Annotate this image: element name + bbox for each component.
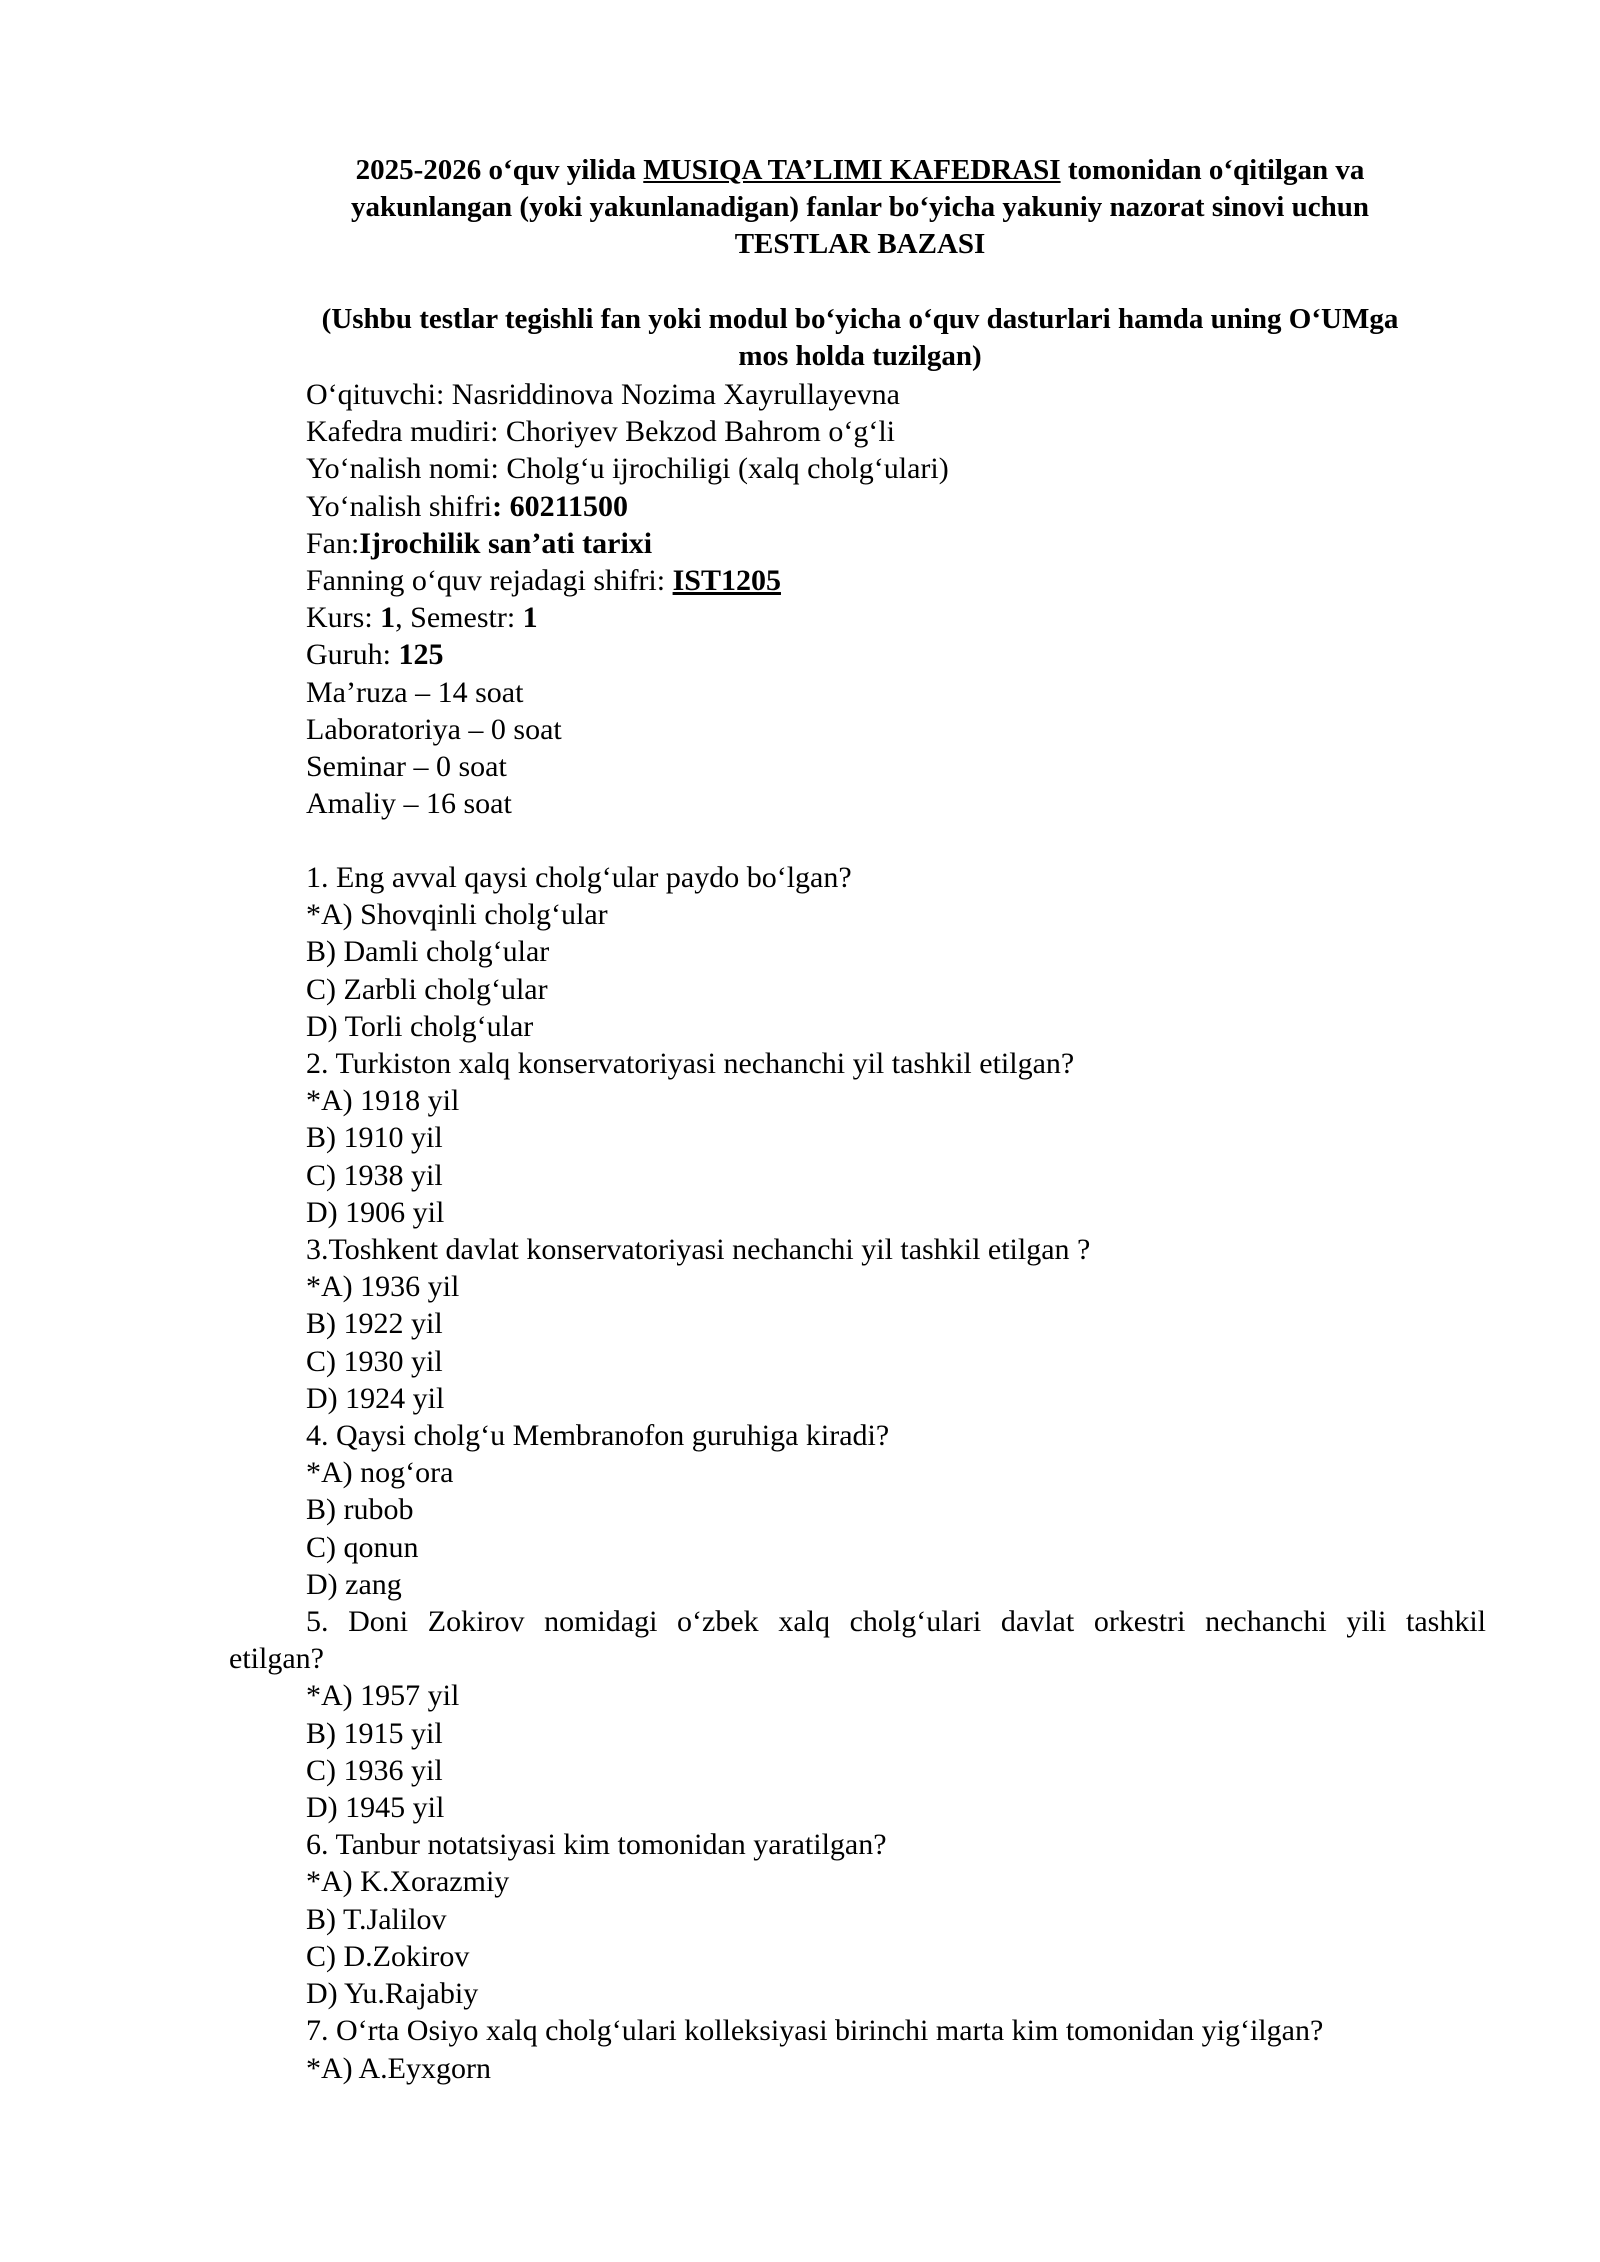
lecture-hours: Ma’ruza – 14 soat [306, 675, 524, 709]
question-text: 4. Qaysi cholg‘u Membranofon guruhiga kiradi? [306, 1419, 890, 1453]
direction-code-label: Yo‘nalish shifri [306, 489, 493, 523]
answer-option: *A) 1918 yil [306, 1084, 460, 1118]
answer-option: C) 1938 yil [306, 1158, 443, 1192]
group-label: Guruh: [306, 638, 399, 672]
practical-hours: Amaliy – 16 soat [306, 787, 512, 821]
teacher-line: O‘qituvchi: Nasriddinova Nozima Xayrullayevna [306, 378, 900, 411]
question-text: 6. Tanbur notatsiyasi kim tomonidan yaratilgan? [306, 1828, 887, 1862]
answer-option: B) Damli cholg‘ular [306, 935, 550, 969]
answer-option: C) 1936 yil [306, 1753, 443, 1787]
answer-option: *A) 1936 yil [306, 1270, 460, 1304]
answer-option: D) 1945 yil [306, 1791, 445, 1825]
document-title [230, 152, 1490, 263]
semester-label: , Semestr: [395, 601, 523, 635]
course-semester-line [306, 599, 949, 636]
answer-option: D) 1924 yil [306, 1381, 445, 1415]
head-line: Kafedra mudiri: Choriyev Bekzod Bahrom o‘g‘li [306, 415, 896, 449]
answer-option: *A) K.Xorazmiy [306, 1865, 510, 1899]
answer-option: B) 1915 yil [306, 1716, 443, 1750]
lab-hours: Laboratoriya – 0 soat [306, 712, 562, 746]
subject-value: Ijrochilik san’ati tarixi [359, 526, 653, 560]
answer-option: *A) Shovqinli cholg‘ular [306, 898, 608, 932]
plan-code-line [306, 562, 949, 599]
subject-line [306, 525, 949, 562]
answer-option: B) T.Jalilov [306, 1902, 447, 1936]
answer-option: D) Yu.Rajabiy [306, 1977, 479, 2011]
title-line-2: yakunlangan (yoki yakunlanadigan) fanlar bo‘yicha yakuniy nazorat sinovi uchun [350, 191, 1369, 223]
semester-value: 1 [522, 601, 538, 635]
answer-option: C) qonun [306, 1530, 419, 1564]
question-text: 7. O‘rta Osiyo xalq cholg‘ulari kolleksiyasi birinchi marta kim tomonidan yig‘ilgan? [306, 2014, 1324, 2048]
answer-option: *A) nog‘ora [306, 1456, 454, 1490]
direction-code-value: : 60211500 [492, 489, 628, 523]
question-text: 2. Turkiston xalq konservatoriyasi nechanchi yil tashkil etilgan? [306, 1047, 1075, 1081]
course-value: 1 [380, 601, 396, 635]
answer-option: D) zang [306, 1567, 402, 1601]
answer-option: B) rubob [306, 1493, 414, 1527]
subject-label: Fan: [306, 526, 360, 560]
answer-option: B) 1922 yil [306, 1307, 443, 1341]
direction-code-line [306, 488, 949, 525]
course-label: Kurs: [306, 601, 381, 635]
answer-option: D) Torli cholg‘ular [306, 1009, 534, 1043]
department-name: MUSIQA TA’LIMI KAFEDRASI [643, 154, 1061, 186]
answer-option: *A) 1957 yil [306, 1679, 460, 1713]
direction-name-line: Yo‘nalish nomi: Cholg‘u ijrochiligi (xalq cholg‘ulari) [306, 452, 949, 486]
group-value: 125 [398, 638, 444, 672]
answer-option: *A) A.Eyxgorn [306, 2051, 491, 2085]
title-line-1 [230, 152, 1490, 189]
note-line-1: (Ushbu testlar tegishli fan yoki modul bo‘yicha o‘quv dasturlari hamda uning O‘UMga [321, 303, 1399, 335]
question-text-continued: etilgan? [229, 1642, 324, 1676]
group-line [306, 636, 949, 673]
question-text: 3.Toshkent davlat konservatoriyasi nechanchi yil tashkil etilgan ? [306, 1233, 1091, 1267]
question-text: 5. Doni Zokirov nomidagi o‘zbek xalq cholg‘ulari davlat orkestri nechanchi yili tashkil [306, 1605, 1486, 1639]
note-line-2: mos holda tuzilgan) [738, 340, 982, 372]
title-line-3: TESTLAR BAZASI [734, 228, 986, 260]
title-suffix: tomonidan o‘qitilgan va [1060, 154, 1365, 186]
answer-option: C) Zarbli cholg‘ular [306, 972, 548, 1006]
seminar-hours: Seminar – 0 soat [306, 750, 507, 784]
answer-option: C) 1930 yil [306, 1344, 443, 1378]
plan-code-value: IST1205 [672, 564, 781, 598]
answer-option: B) 1910 yil [306, 1121, 443, 1155]
answer-option: D) 1906 yil [306, 1195, 445, 1229]
question-text: 1. Eng avval qaysi cholg‘ular paydo bo‘lgan? [306, 861, 852, 894]
answer-option: C) D.Zokirov [306, 1939, 470, 1973]
course-info [306, 376, 949, 822]
question-list [229, 859, 1486, 2087]
title-prefix: 2025-2026 o‘quv yilida [355, 154, 644, 186]
plan-code-label: Fanning o‘quv rejadagi shifri: [306, 564, 673, 598]
document-note [250, 301, 1470, 375]
